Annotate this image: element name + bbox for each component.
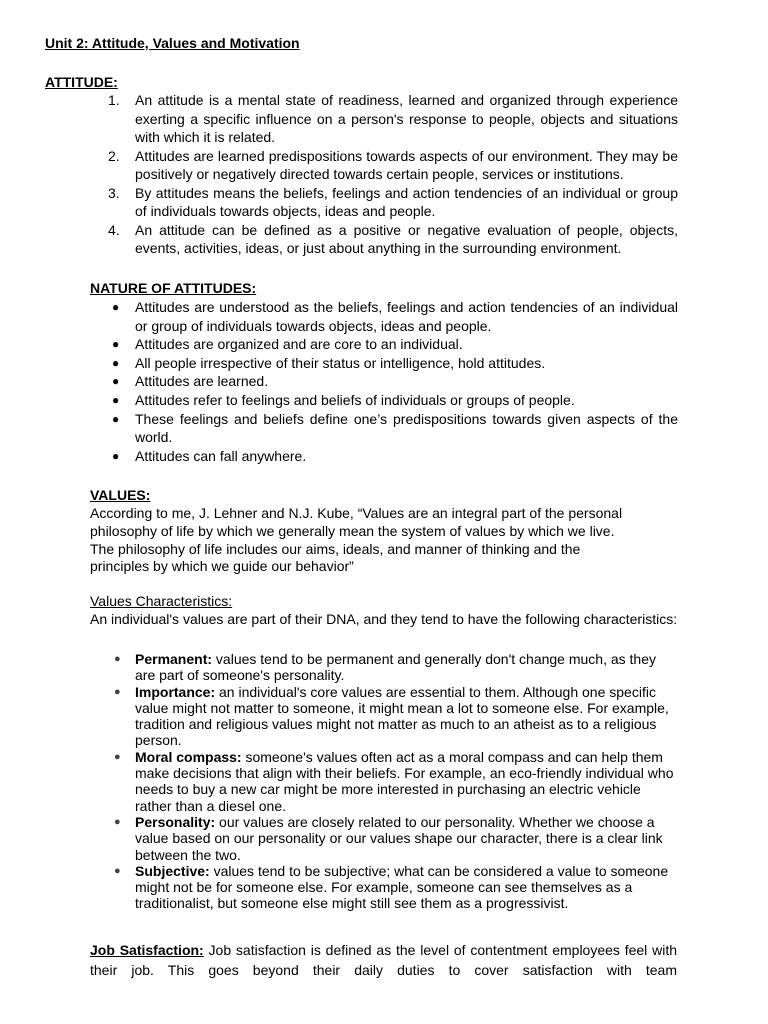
item-text: our values are closely related to our personality. Whether we choose a value based on our personality or our values shape our character, there is a clear link between the two. <box>135 813 663 863</box>
list-item <box>108 298 678 335</box>
list-item <box>108 684 678 749</box>
item-text: All people irrespective of their status or intelligence, hold attitudes. <box>135 354 546 371</box>
list-item <box>108 221 678 258</box>
values-quote <box>90 505 650 576</box>
list-item <box>108 410 678 447</box>
list-item <box>108 335 678 354</box>
bullet-icon: ● <box>112 448 120 463</box>
list-item <box>108 184 678 221</box>
item-text: values tend to be permanent and generally don't change much, as they are part of someone's personality. <box>135 651 656 684</box>
bullet-icon: ● <box>114 864 121 877</box>
item-term: Importance: <box>135 683 216 700</box>
quote-line: principles by which we guide our behavior” <box>90 558 354 575</box>
item-text: an individual's core values are essential to them. Although one specific value might not matter to someone, it might mean a lot to someone else. For example, tradition and religious values might not matter as much to an atheist as to a religious person. <box>135 683 669 749</box>
bullet-icon: ● <box>112 300 120 314</box>
item-number: 4. <box>108 221 120 238</box>
quote-line: The philosophy of life includes our aims, ideals, and manner of thinking and the <box>90 540 581 557</box>
item-text: Attitudes refer to feelings and beliefs of individuals or groups of people. <box>135 391 575 408</box>
job-satisfaction-term: Job Satisfaction: <box>90 942 204 958</box>
list-item <box>108 354 678 373</box>
item-term: Subjective: <box>135 862 210 879</box>
values-characteristics-heading: Values Characteristics: <box>90 593 233 609</box>
quote-line: philosophy of life by which we generally mean the system of values by which we live. <box>90 522 615 539</box>
bullet-icon: ● <box>112 374 120 389</box>
item-text: By attitudes means the beliefs, feelings and action tendencies of an individual or group of individuals towards objects, ideas and people. <box>135 184 678 219</box>
bullet-icon: ● <box>112 355 120 370</box>
bullet-icon: ● <box>114 685 121 698</box>
item-text: Attitudes can fall anywhere. <box>135 447 307 464</box>
bullet-icon: ● <box>112 337 120 352</box>
item-text: Attitudes are learned predispositions towards aspects of our environment. They may be positively or negatively directed towards certain people, services or institutions. <box>135 147 678 182</box>
nature-list <box>108 298 678 465</box>
values-heading: VALUES: <box>90 487 151 503</box>
list-item <box>108 863 678 912</box>
attitude-definitions-list <box>108 91 678 258</box>
bullet-icon: ● <box>112 411 120 426</box>
job-satisfaction-text: Job satisfaction is defined as the level of contentment employees feel with their job. This goes beyond their daily duties to cover satisfaction with team <box>90 942 677 978</box>
list-item <box>108 147 678 184</box>
list-item <box>108 651 678 684</box>
values-characteristics-list <box>108 651 678 912</box>
item-text: Attitudes are learned. <box>135 373 269 390</box>
list-item <box>108 372 678 391</box>
list-item <box>108 814 678 863</box>
attitude-heading: ATTITUDE: <box>45 74 118 90</box>
job-satisfaction-paragraph <box>90 941 677 980</box>
bullet-icon: ● <box>114 750 121 763</box>
item-text: values tend to be subjective; what can be considered a value to someone might not be for someone else. For example, someone can see themselves as a traditionalist, but someone else might still see them as a progressivist. <box>135 862 669 912</box>
list-item <box>108 749 678 814</box>
item-text: An attitude can be defined as a positive or negative evaluation of people, objects, events, activities, ideas, or just about anything in the surrounding environment. <box>135 221 678 256</box>
list-item <box>108 447 678 466</box>
item-text: Attitudes are understood as the beliefs, feelings and action tendencies of an individual or group of individuals towards objects, ideas and people. <box>135 299 678 334</box>
item-term: Personality: <box>135 813 216 830</box>
unit-title: Unit 2: Attitude, Values and Motivation <box>45 35 300 51</box>
item-number: 3. <box>108 184 120 201</box>
list-item <box>108 391 678 410</box>
quote-line: According to me, J. Lehner and N.J. Kube, “Values are an integral part of the personal <box>90 505 623 521</box>
item-term: Moral compass: <box>135 748 242 765</box>
item-term: Permanent: <box>135 651 213 667</box>
item-number: 2. <box>108 147 120 164</box>
bullet-icon: ● <box>114 653 121 665</box>
bullet-icon: ● <box>114 815 121 828</box>
nature-heading: NATURE OF ATTITUDES: <box>90 280 257 296</box>
item-text: Attitudes are organized and are core to an individual. <box>135 336 463 353</box>
item-number: 1. <box>108 92 120 108</box>
values-characteristics-intro: An individual's values are part of their DNA, and they tend to have the following characteristics: <box>90 611 678 627</box>
bullet-icon: ● <box>112 392 120 407</box>
item-text: These feelings and beliefs define one’s predispositions towards given aspects of the world. <box>135 410 678 446</box>
list-item <box>108 91 678 147</box>
item-text: someone's values often act as a moral compass and can help them make decisions that align with their beliefs. For example, an eco-friendly individual who needs to buy a new car might be more interested in purchasing an electric vehicle rather than a diesel one. <box>135 748 674 814</box>
item-text: An attitude is a mental state of readiness, learned and organized through experience exerting a specific influence on a person's response to people, objects and situations with which it is related. <box>135 92 678 145</box>
